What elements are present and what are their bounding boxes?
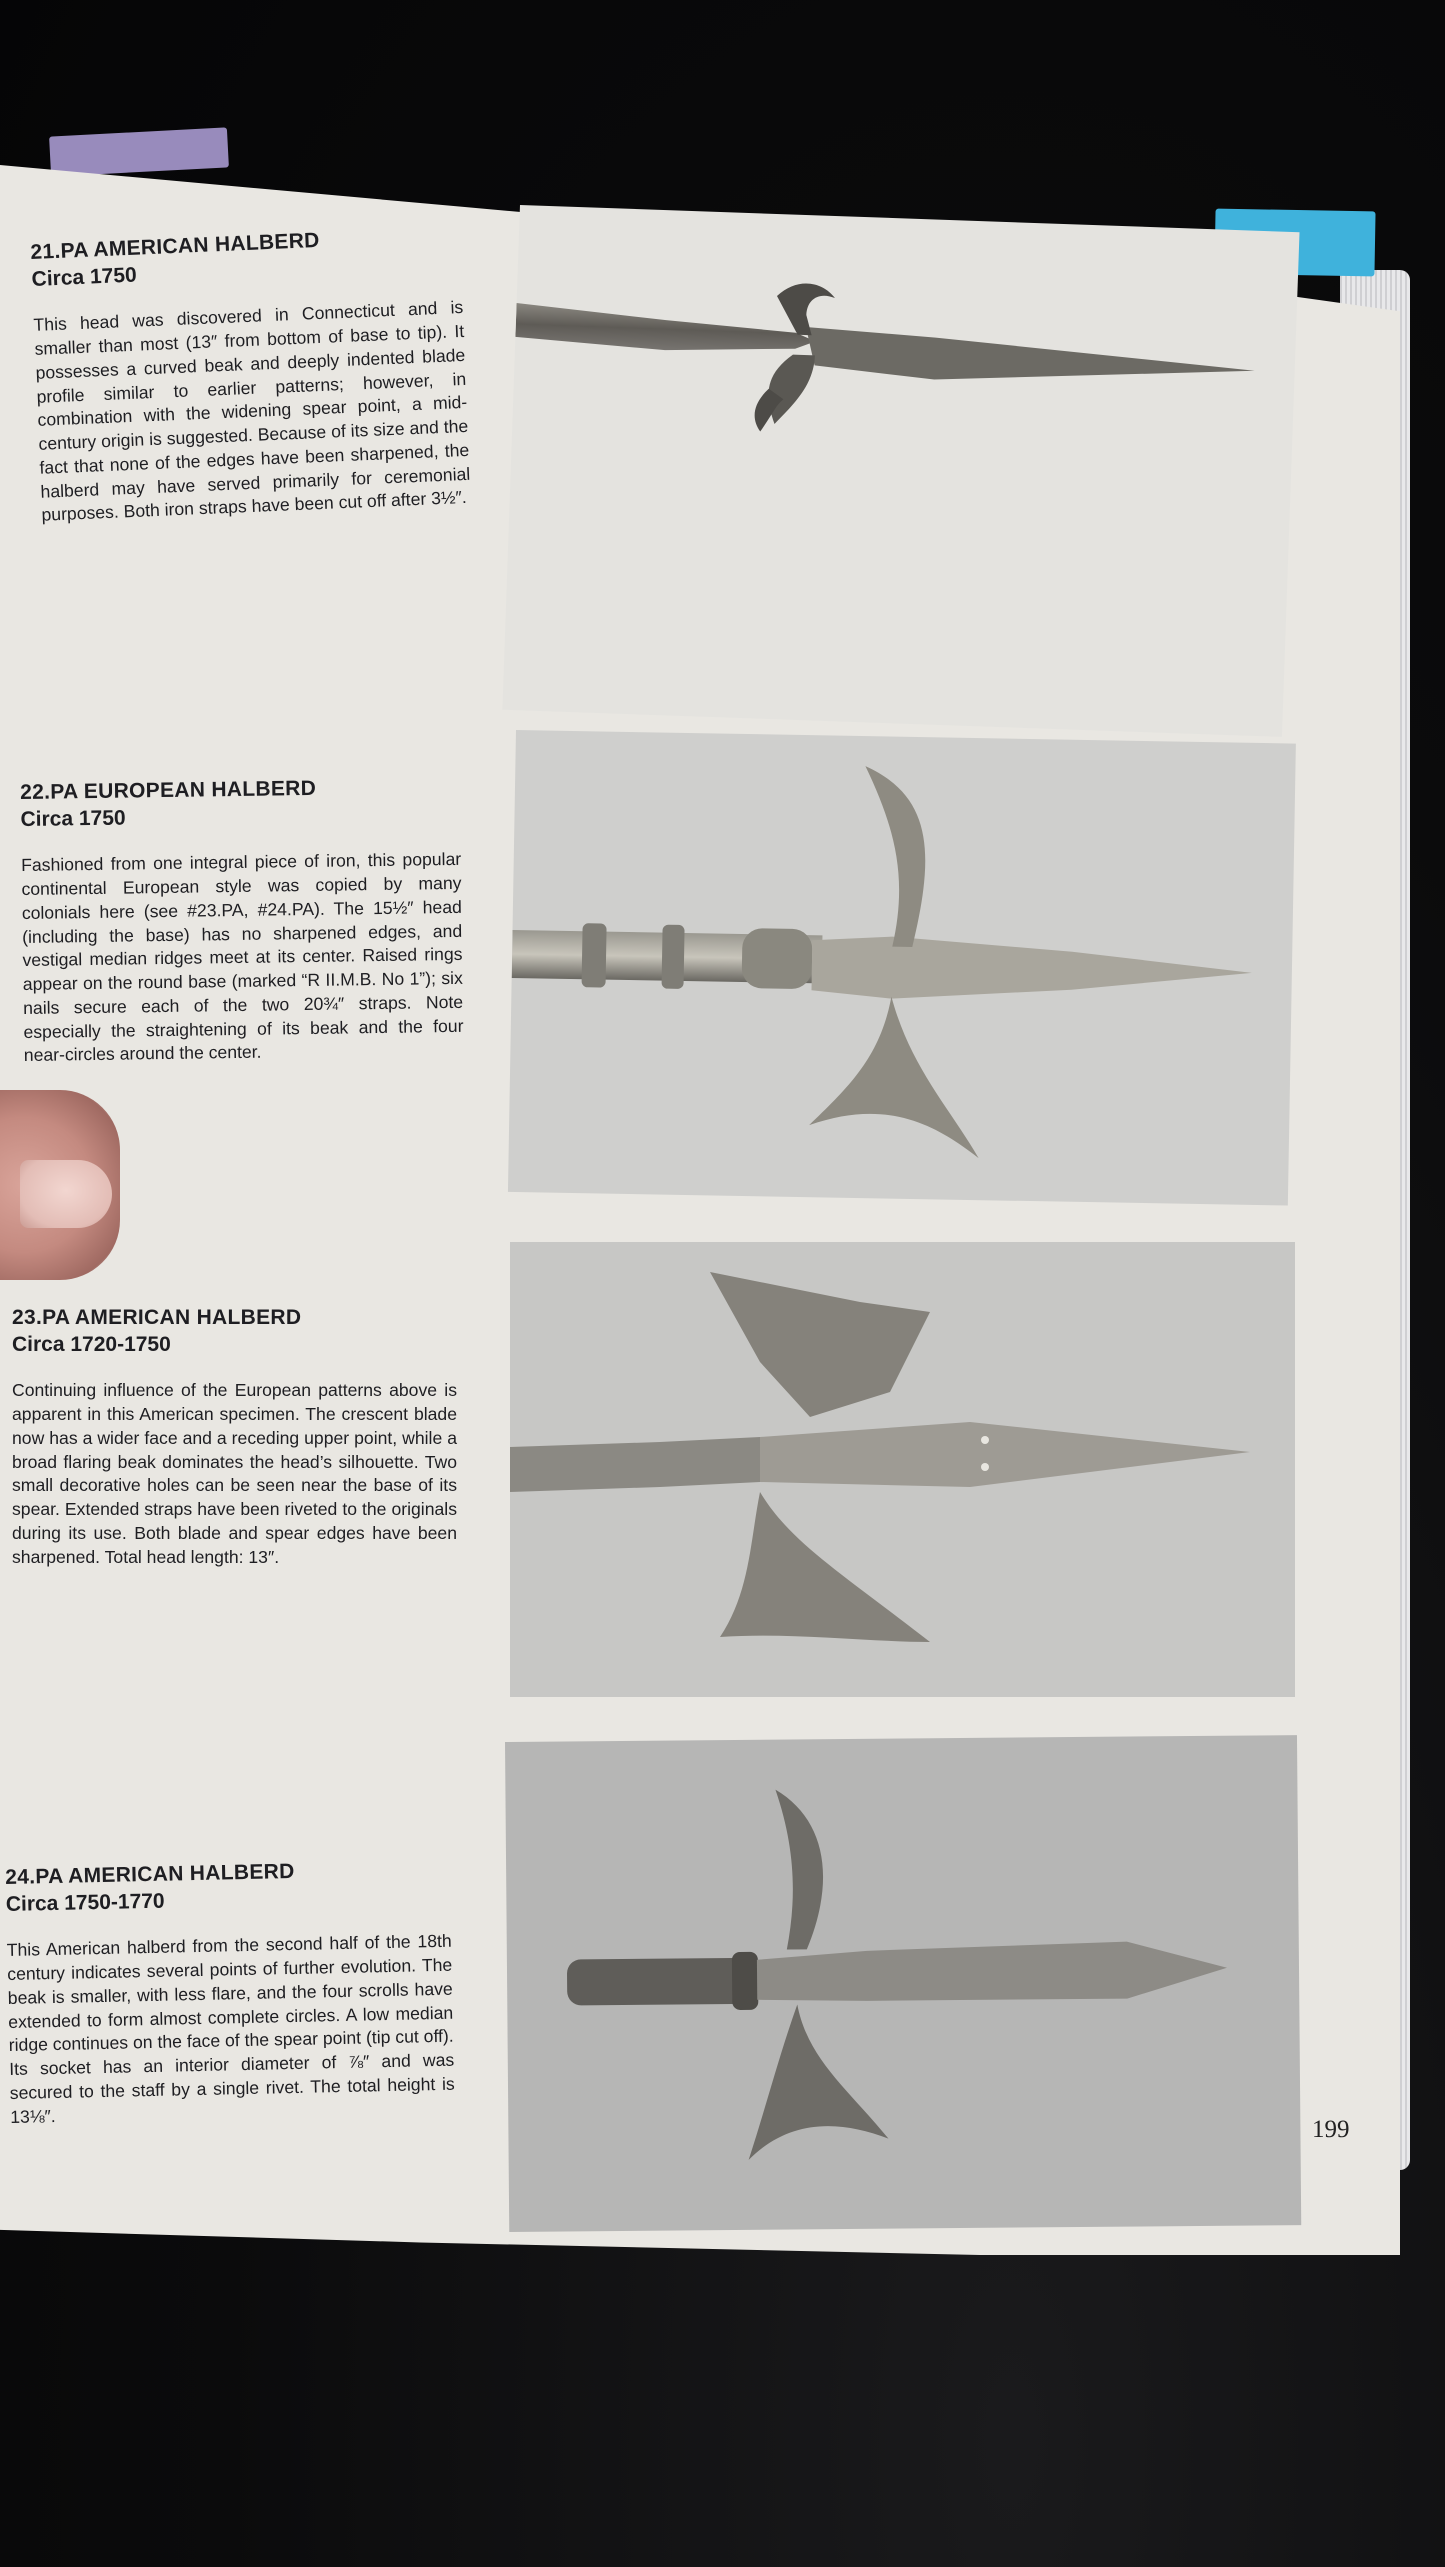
halberd-22-image (508, 730, 1296, 1206)
entry-24 (5, 1856, 455, 2130)
entry-22 (20, 774, 464, 1068)
entry-23 (12, 1305, 457, 1569)
entry-title: 22.PA EUROPEAN HALBERD (20, 776, 317, 804)
entry-date: Circa 1750 (20, 806, 126, 832)
entry-date: Circa 1750-1770 (5, 1889, 165, 1917)
halberd-21-photo (502, 205, 1299, 737)
entry-text: This head was discovered in Connecticut and is smaller than most (13″ from bottom of base to tip). It possesses a curved beak and deeply indented blade profile similar to earlier patterns; however, in combination with the widening spear point, a mid-century origin is suggested. Because of its size and the fact that none of the edges have been sharpened, the halberd may have served primarily for ceremonial purposes. Both iron straps have been cut off after 3½″. (33, 297, 471, 526)
halberd-23-photo (510, 1242, 1295, 1697)
entry-title: 21.PA AMERICAN HALBERD (30, 228, 321, 264)
entry-title: 24.PA AMERICAN HALBERD (5, 1859, 295, 1889)
halberd-23-image (510, 1242, 1295, 1697)
page-number: 199 (1312, 2116, 1350, 2143)
halberd-24-image (505, 1735, 1301, 2232)
entry-21 (30, 222, 472, 528)
halberd-24-photo (505, 1735, 1301, 2232)
halberd-22-photo (508, 730, 1296, 1206)
halberd-21-image (502, 205, 1299, 737)
entry-text: Continuing influence of the European patterns above is apparent in this American specimen. The crescent blade now has a wider face and a receding upper point, while a broad flaring beak dominates the head’s silhouette. Two small decorative holes can be seen near the base of its spear. Extended straps have been riveted to the originals during its use. Both blade and spear edges have been sharpened. Total head length: 13″. (12, 1380, 457, 1567)
entry-date: Circa 1720-1750 (12, 1333, 171, 1357)
thumbnail-fingernail (20, 1160, 112, 1228)
entry-title: 23.PA AMERICAN HALBERD (12, 1306, 302, 1329)
entry-text: This American halberd from the second half of the 18th century indicates several points of further evolution. The beak is smaller, with less flare, and the four scrolls have extended to form almost complete circles. A low median ridge continues on the face of the spear point (tip cut off). Its socket has an interior diameter of ⅞″ and was secured to the staff by a single rivet. The total height is 13⅛″. (6, 1931, 455, 2127)
entry-text: Fashioned from one integral piece of iron, this popular continental European style was copied by many colonials here (see #23.PA, #24.PA). The 15½″ head (including the base) has no sharpened edges, and vestigal median ridges meet at its center. Raised rings appear on the round base (marked “R II.M.B. No 1”); six nails secure each of the two 20¾″ straps. Note especially the straightening of its beak and the four near-circles around the center. (21, 849, 464, 1066)
entry-date: Circa 1750 (31, 263, 138, 292)
